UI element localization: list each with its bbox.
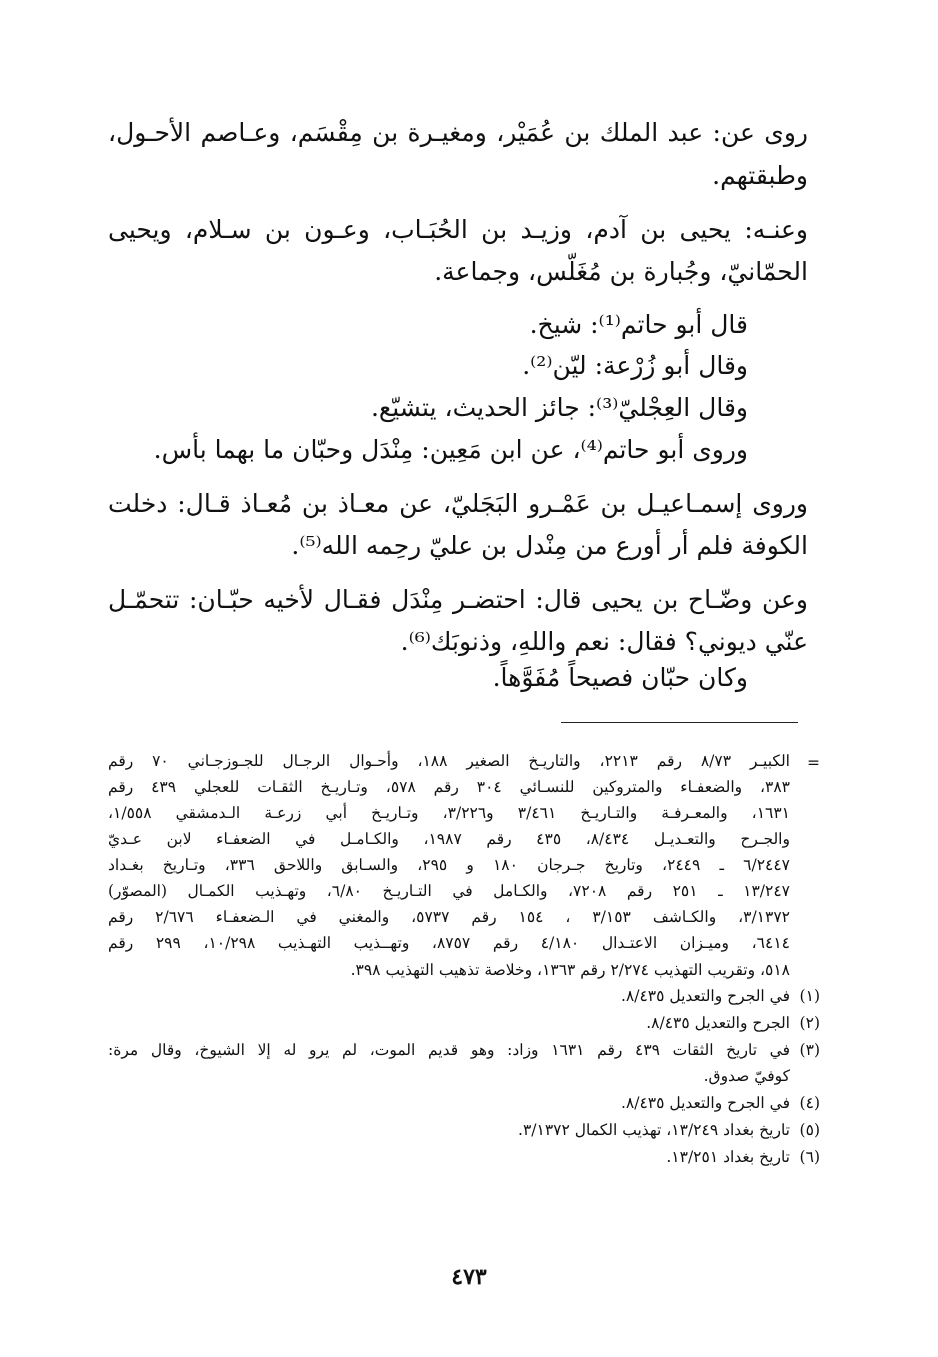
footnote-line: ٣/١٣٧٢، والكـاشف ٣/١٥٣ ، ١٥٤ رقم ٥٧٣٧، والمغني في الـضعفـاء ٢/٦٧٦ رقم — [108, 908, 790, 926]
body-line: وعن وضّـاح بن يحيى قال: احتضـر مِنْدَل فقـال لأخيه حبّـان: تتحمّـل — [108, 585, 808, 614]
footnote-line: كوفيّ صدوق. — [703, 1067, 790, 1085]
body-line: وقال العِجْليّ⁽³⁾: جائز الحديث، يتشيّع. — [370, 393, 748, 422]
body-line: قال أبو حاتم⁽¹⁾: شيخ. — [529, 310, 748, 339]
body-line: وعنـه: يحيى بن آدم، وزيـد بن الحُبَـاب، وعـون بن سـلام، ويحيى — [108, 215, 808, 244]
body-line: روى عن: عبد الملك بن عُمَيْر، ومغيـرة بن مِقْسَم، وعـاصم الأحـول، — [108, 118, 808, 147]
footnote-line: ٥١٨، وتقريب التهذيب ٢/٢٧٤ رقم ١٣٦٣، وخلاصة تذهيب التهذيب ٣٩٨. — [350, 961, 790, 979]
footnote-line: ٦/٢٤٤٧ ـ ٢٤٤٩، وتاريخ جـرجان ١٨٠ و ٢٩٥، والسـابق واللاحق ٣٣٦، وتـاريخ بغـداد — [108, 856, 790, 874]
footnote-line: ٣٨٣، والضعفـاء والمتروكين للنسـائي ٣٠٤ رقم ٥٧٨، وتـاريـخ الثقـات للعجلي ٤٣٩ رقم — [108, 778, 790, 796]
footnote-number: (٦) — [799, 1148, 820, 1166]
footnote-separator — [561, 722, 798, 723]
body-line: وطبقتهم. — [712, 161, 808, 190]
footnote-line: الكبيـر ٨/٧٣ رقم ٢٢١٣، والتاريـخ الصغير ١٨٨، وأحـوال الرجـال للجـوزجـاني ٧٠ رقم — [108, 752, 790, 770]
body-line: وقال أبو زُرْعة: ليّن⁽²⁾. — [522, 351, 748, 380]
footnote-line: ١٦٣١، والمعـرفـة والتـاريـخ ٣/٤٦١ و٣/٢٢٦، وتـاريـخ أبي زرعـة الـدمشقي ١/٥٥٨، — [108, 804, 790, 822]
footnote-number: (٥) — [799, 1121, 820, 1139]
footnote-line: في الجرح والتعديل ٨/٤٣٥. — [620, 1094, 790, 1112]
page-number: ٤٧٣ — [451, 1264, 487, 1290]
footnote-number: (٣) — [799, 1041, 820, 1059]
footnote-number: (٢) — [799, 1014, 820, 1032]
body-line: وكان حبّان فصيحاً مُفَوَّهاً. — [492, 663, 748, 692]
body-line: الكوفة فلم أر أورع من مِنْدل بن عليّ رحِمه الله⁽⁵⁾. — [291, 531, 808, 560]
footnote-line: تاريخ بغداد ١٣/٢٤٩، تهذيب الكمال ٣/١٣٧٢. — [518, 1121, 790, 1139]
body-line: الحمّانيّ، وجُبارة بن مُغَلّس، وجماعة. — [434, 257, 808, 286]
body-line: وروى إسمـاعيـل بن عَمْـرو البَجَليّ، عن معـاذ بن مُعـاذ قـال: دخلت — [108, 489, 808, 518]
continuation-marker: = — [807, 754, 820, 772]
footnote-line: والجـرح والتعـديـل ٨/٤٣٤، ٤٣٥ رقم ١٩٨٧، والكـامـل في الضعفـاء لابن عـديّ — [108, 830, 790, 848]
footnote-line: ٦٤١٤، وميـزان الاعتـدال ٤/١٨٠ رقم ٨٧٥٧، وتهــذيب التهـذيب ١٠/٢٩٨، ٢٩٩ رقم — [108, 934, 790, 952]
footnote-line: في الجرح والتعديل ٨/٤٣٥. — [620, 987, 790, 1005]
body-line: عنّي ديوني؟ فقال: نعم واللهِ، وذنوبَك⁽⁶⁾. — [400, 627, 808, 656]
footnote-line: الجرح والتعديل ٨/٤٣٥. — [646, 1014, 790, 1032]
footnote-number: (١) — [799, 987, 820, 1005]
footnote-number: (٤) — [799, 1094, 820, 1112]
footnote-line: في تاريخ الثقات ٤٣٩ رقم ١٦٣١ وزاد: وهو قديم الموت، لم يرو له إلا الشيوخ، وقال مرة: — [108, 1041, 790, 1059]
footnote-line: ١٣/٢٤٧ ـ ٢٥١ رقم ٧٢٠٨، والكـامل في التـاريـخ ٦/٨٠، وتهـذيب الكمـال (المصوّر) — [108, 882, 790, 900]
body-line: وروى أبو حاتم⁽⁴⁾، عن ابن مَعِين: مِنْدَل وحبّان ما بهما بأس. — [153, 435, 748, 464]
footnote-line: تاريخ بغداد ١٣/٢٥١. — [666, 1148, 790, 1166]
